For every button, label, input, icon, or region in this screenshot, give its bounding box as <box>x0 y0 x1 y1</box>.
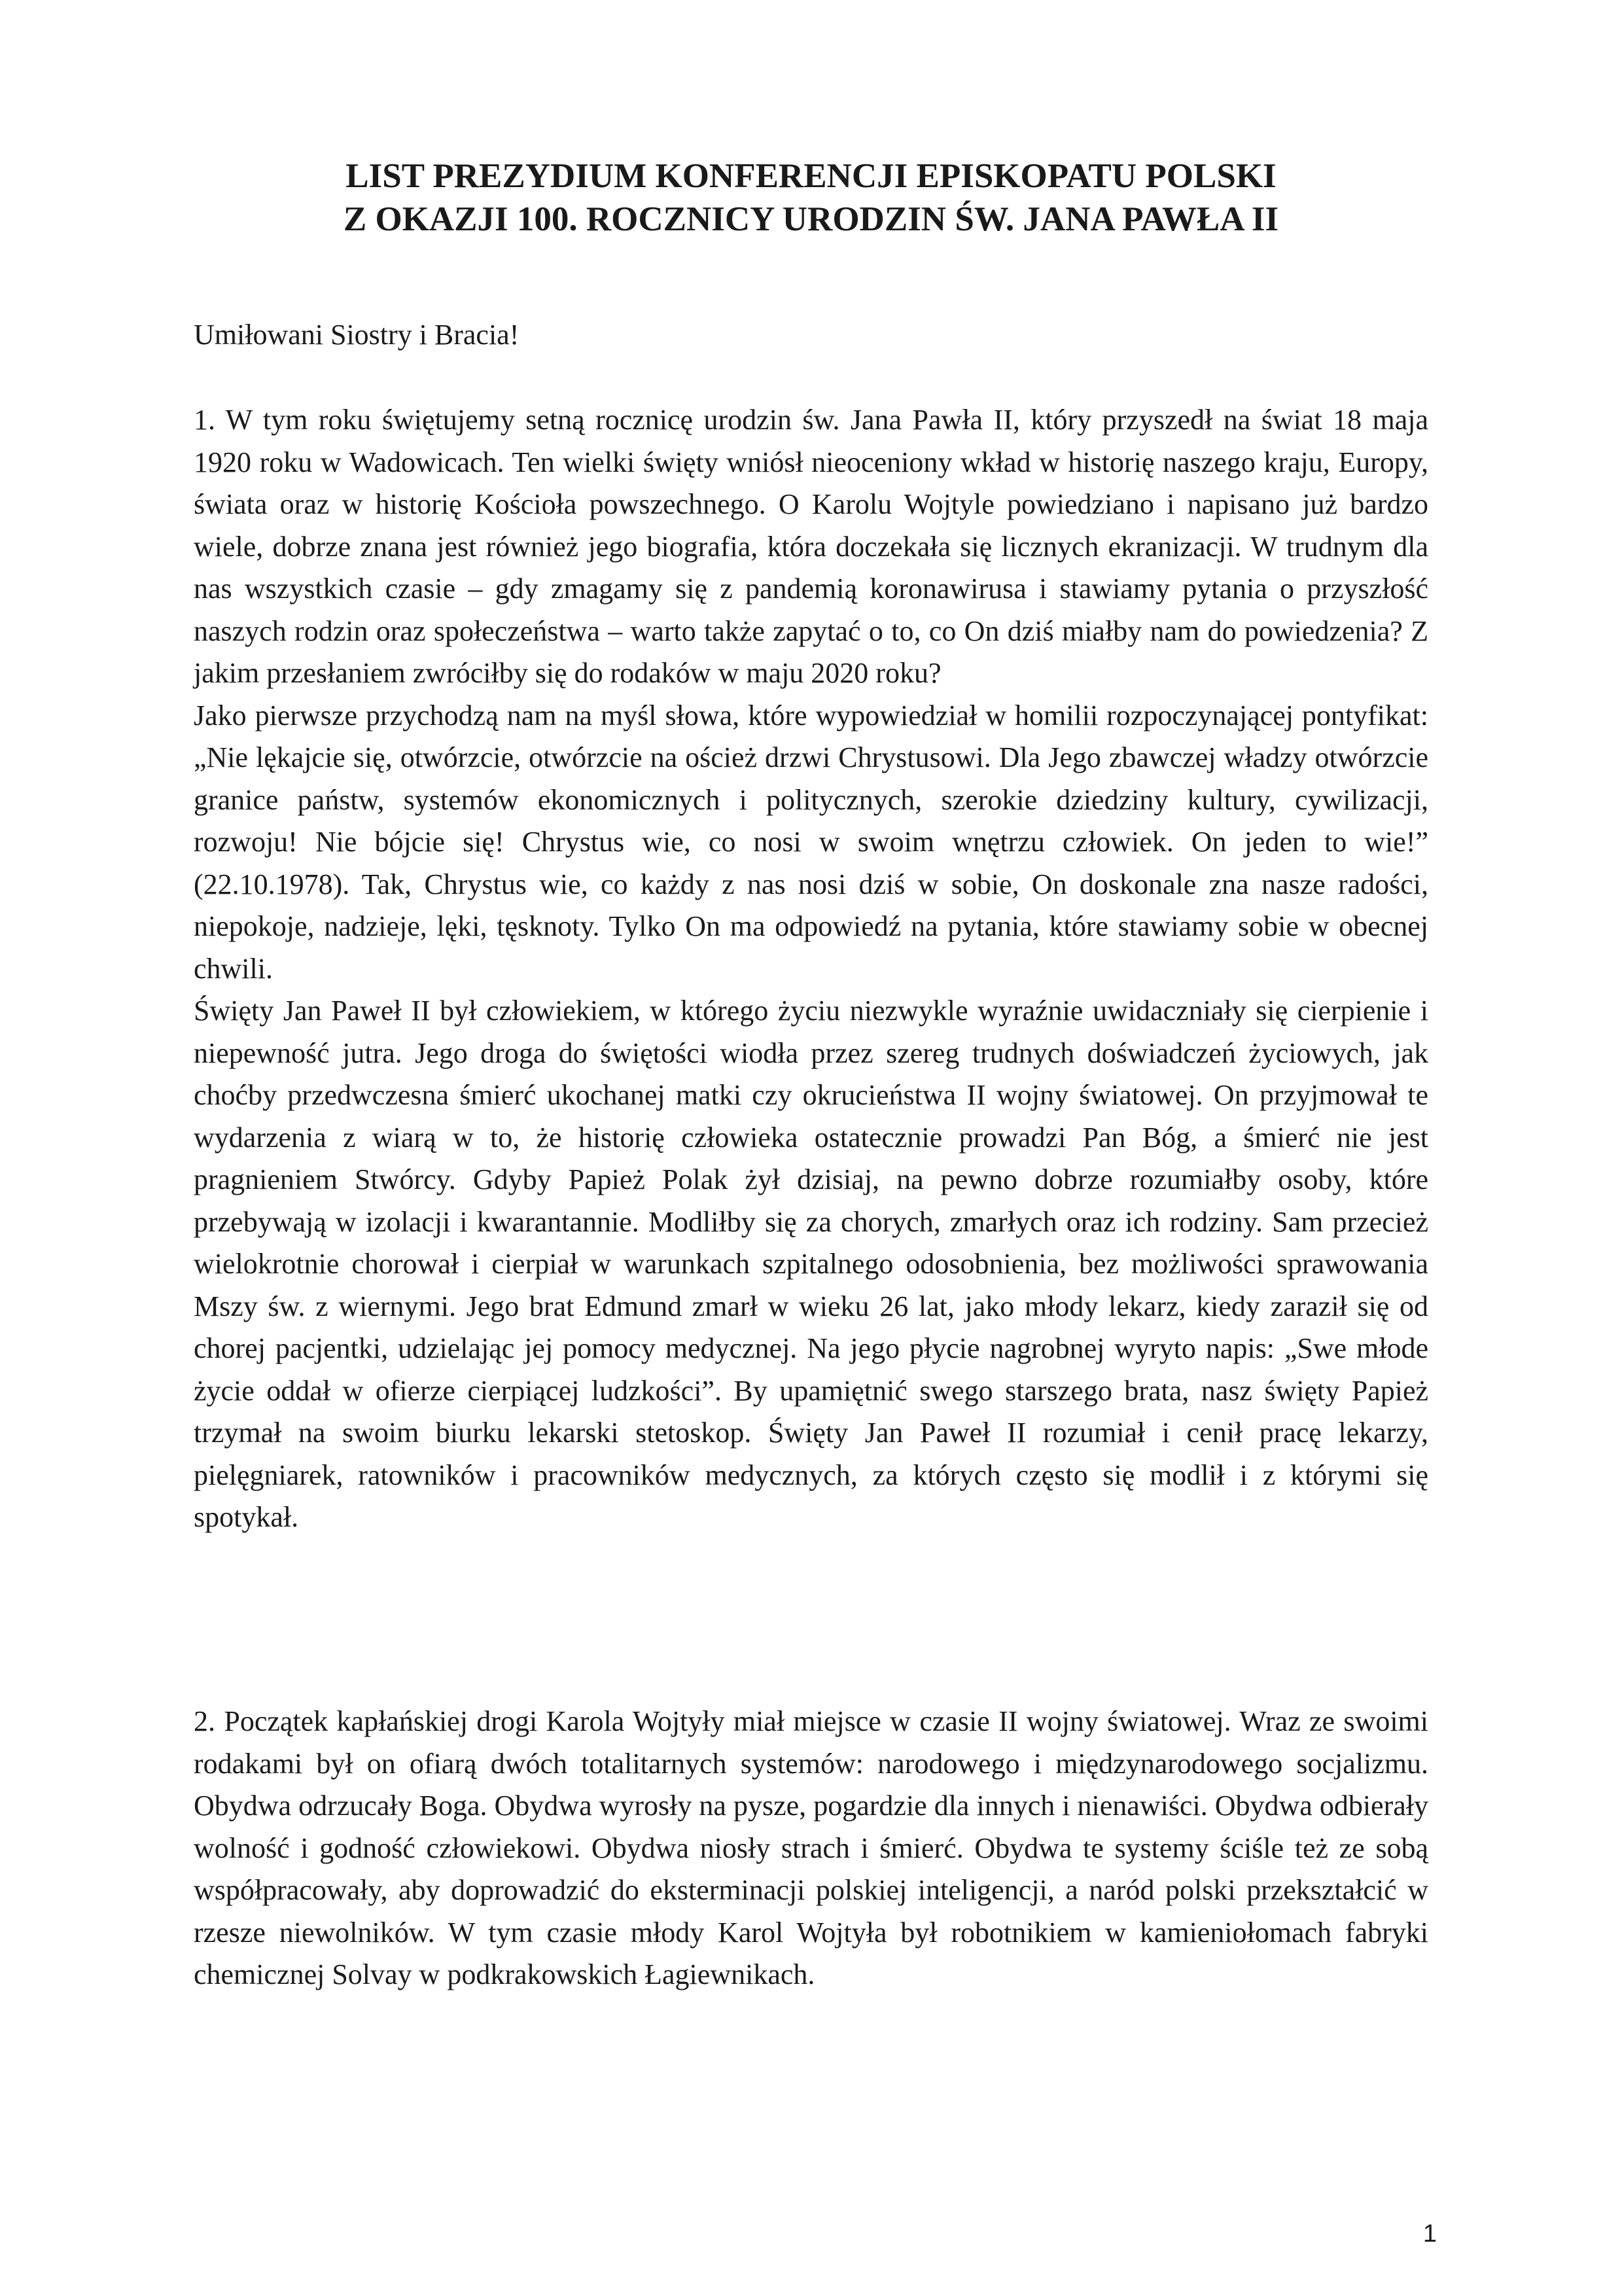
page-number: 1 <box>1422 2220 1437 2248</box>
paragraph: Jako pierwsze przychodzą nam na myśl słowa, które wypowiedział w homilii rozpoczynającej pontyfikat: „Nie lękajcie się, otwórzcie, otwórzcie na oścież drzwi Chrystusowi. Dla Jego zbawczej władzy otwórzcie granice państw, systemów ekonomicznych i politycznych, szerokie dziedziny kultury, cywilizacji, rozwoju! Nie bójcie się! Chrystus wie, co nosi w swoim wnętrzu człowiek. On jeden to wie!” (22.10.1978). Tak, Chrystus wie, co każdy z nas nosi dziś w sobie, On doskonale zna nasze radości, niepokoje, nadzieje, lęki, tęsknoty. Tylko On ma odpowiedź na pytania, które stawiamy sobie w obecnej chwili. <box>194 699 1428 985</box>
document-title <box>0 154 1622 241</box>
paragraph: Święty Jan Paweł II był człowiekiem, w którego życiu niezwykle wyraźnie uwidaczniały się cierpienie i niepewność jutra. Jego droga do świętości wiodła przez szereg trudnych doświadczeń życiowych, jak choćby przedwczesna śmierć ukochanej matki czy okrucieństwa II wojny światowej. On przyjmował te wydarzenia z wiarą w to, że historię człowieka ostatecznie prowadzi Pan Bóg, a śmierć nie jest pragnieniem Stwórcy. Gdyby Papież Polak żył dzisiaj, na pewno dobrze rozumiałby osoby, które przebywają w izolacji i kwarantannie. Modliłby się za chorych, zmarłych oraz ich rodziny. Sam przecież wielokrotnie chorował i cierpiał w warunkach szpitalnego odosobnienia, bez możliwości sprawowania Mszy św. z wiernymi. Jego brat Edmund zmarł w wieku 26 lat, jako młody lekarz, kiedy zaraził się od chorej pacjentki, udzielając jej pomocy medycznej. Na jego płycie nagrobnej wyryto napis: „Swe młode życie oddał w ofierze cierpiącej ludzkości”. By upamiętnić swego starszego brata, nasz święty Papież trzymał na swoim biurku lekarski stetoskop. Święty Jan Paweł II rozumiał i cenił pracę lekarzy, pielęgniarek, ratowników i pracowników medycznych, za których często się modlił i z którymi się spotykał. <box>194 995 1428 1533</box>
section-1 <box>194 399 1428 1539</box>
title-line-1: LIST PREZYDIUM KONFERENCJI EPISKOPATU POLSKI <box>345 157 1277 195</box>
title-line-2: Z OKAZJI 100. ROCZNICY URODZIN ŚW. JANA PAWŁA II <box>343 200 1279 238</box>
paragraph: 2. Początek kapłańskiej drogi Karola Wojtyły miał miejsce w czasie II wojny światowej. Wraz ze swoimi rodakami był on ofiarą dwóch totalitarnych systemów: narodowego i międzynarodowego socjalizmu. Obydwa odrzucały Boga. Obydwa wyrosły na pysze, pogardzie dla innych i nienawiści. Obydwa odbierały wolność i godność człowiekowi. Obydwa niosły strach i śmierć. Obydwa te systemy ściśle też ze sobą współpracowały, aby doprowadzić do eksterminacji polskiej inteligencji, a naród polski przekształcić w rzesze niewolników. W tym czasie młody Karol Wojtyła był robotnikiem w kamieniołomach fabryki chemicznej Solvay w podkrakowskich Łagiewnikach. <box>194 1705 1428 1990</box>
paragraph: 1. W tym roku świętujemy setną rocznicę urodzin św. Jana Pawła II, który przyszedł na świat 18 maja 1920 roku w Wadowicach. Ten wielki święty wniósł nieoceniony wkład w historię naszego kraju, Europy, świata oraz w historię Kościoła powszechnego. O Karolu Wojtyle powiedziano i napisano już bardzo wiele, dobrze znana jest również jego biografia, która doczekała się licznych ekranizacji. W trudnym dla nas wszystkich czasie – gdy zmagamy się z pandemią koronawirusa i stawiamy pytania o przyszłość naszych rodzin oraz społeczeństwa – warto także zapytać o to, co On dziś miałby nam do powiedzenia? Z jakim przesłaniem zwróciłby się do rodaków w maju 2020 roku? <box>194 404 1428 689</box>
salutation: Umiłowani Siostry i Bracia! <box>194 319 520 351</box>
section-2 <box>194 1701 1428 1996</box>
